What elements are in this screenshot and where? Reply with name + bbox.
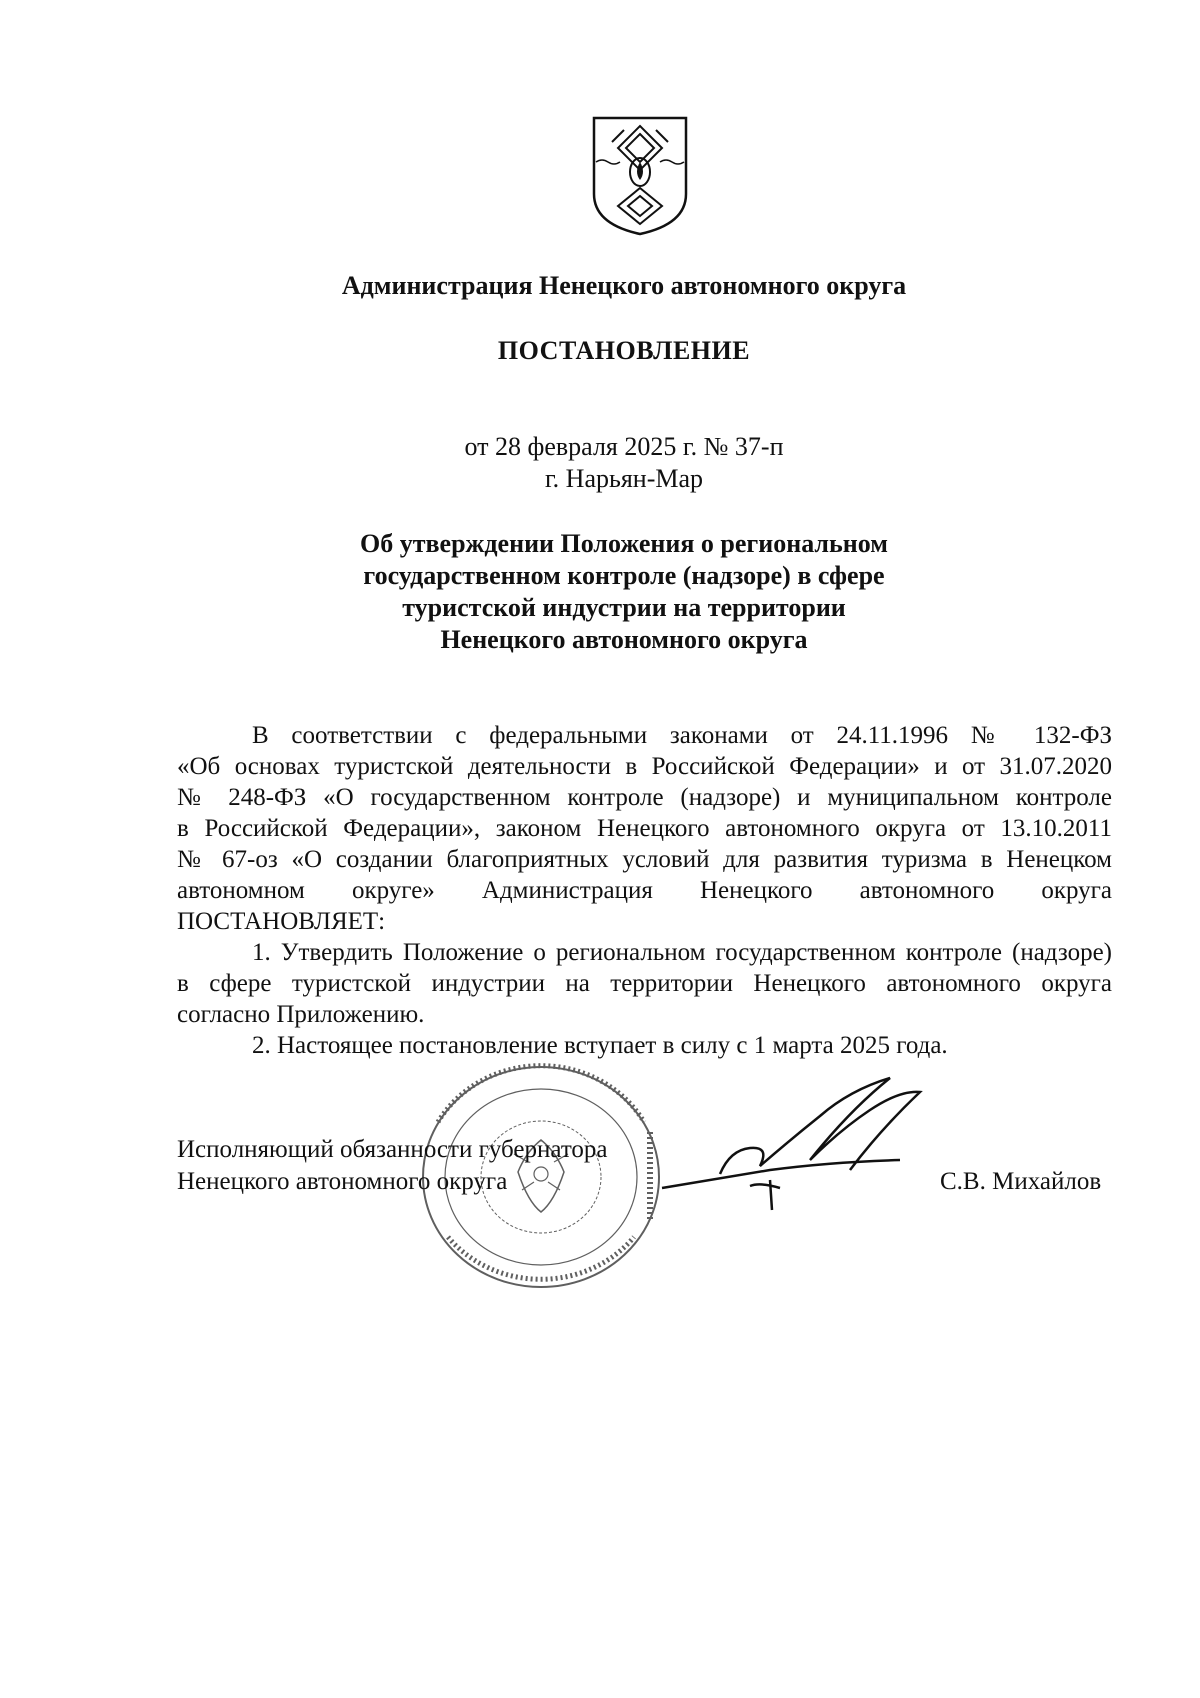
coat-of-arms-icon — [590, 114, 690, 238]
document-title — [0, 528, 1200, 656]
signatory-position-line: Исполняющий обязанности губернатора — [177, 1136, 608, 1163]
title-line: государственном контроле (надзоре) в сфере — [363, 561, 885, 590]
document-date-number: от 28 февраля 2025 г. № 37-п — [464, 432, 784, 461]
handwritten-signature — [650, 1070, 970, 1220]
document-city: г. Нарьян-Мар — [544, 464, 704, 493]
body-line: согласно Приложению. — [177, 1001, 425, 1028]
signatory-position — [177, 1134, 608, 1198]
body-line: 2. Настоящее постановление вступает в силу с 1 марта 2025 года. — [252, 1032, 948, 1059]
document-type: ПОСТАНОВЛЕНИЕ — [497, 336, 751, 365]
signatory-name: С.В. Михайлов — [940, 1168, 1102, 1195]
body-line: «Об основах туристской деятельности в Российской Федерации» и от 31.07.2020 — [177, 753, 1112, 780]
body-line: 1. Утвердить Положение о региональном государственном контроле (надзоре) — [252, 939, 1112, 966]
body-line: в Российской Федерации», законом Ненецкого автономного округа от 13.10.2011 — [177, 815, 1112, 842]
body-line: В соответствии с федеральными законами от 24.11.1996 № 132-ФЗ — [252, 722, 1112, 749]
signatory-position-line: Ненецкого автономного округа — [177, 1168, 508, 1195]
title-line: Ненецкого автономного округа — [440, 625, 808, 654]
title-line: туристской индустрии на территории — [402, 593, 846, 622]
body-line: в сфере туристской индустрии на территории Ненецкого автономного округа — [177, 970, 1112, 997]
body-line: № 67-оз «О создании благоприятных условий для развития туризма в Ненецком — [177, 846, 1112, 873]
body-line: ПОСТАНОВЛЯЕТ: — [177, 908, 386, 935]
body-line: автономном округе» Администрация Ненецкого автономного округа — [177, 877, 1112, 904]
document-body — [177, 720, 1112, 1061]
body-line: № 248-ФЗ «О государственном контроле (надзоре) и муниципальном контроле — [177, 784, 1112, 811]
title-line: Об утверждении Положения о региональном — [360, 529, 888, 558]
organization-name: Администрация Ненецкого автономного округа — [341, 271, 907, 300]
